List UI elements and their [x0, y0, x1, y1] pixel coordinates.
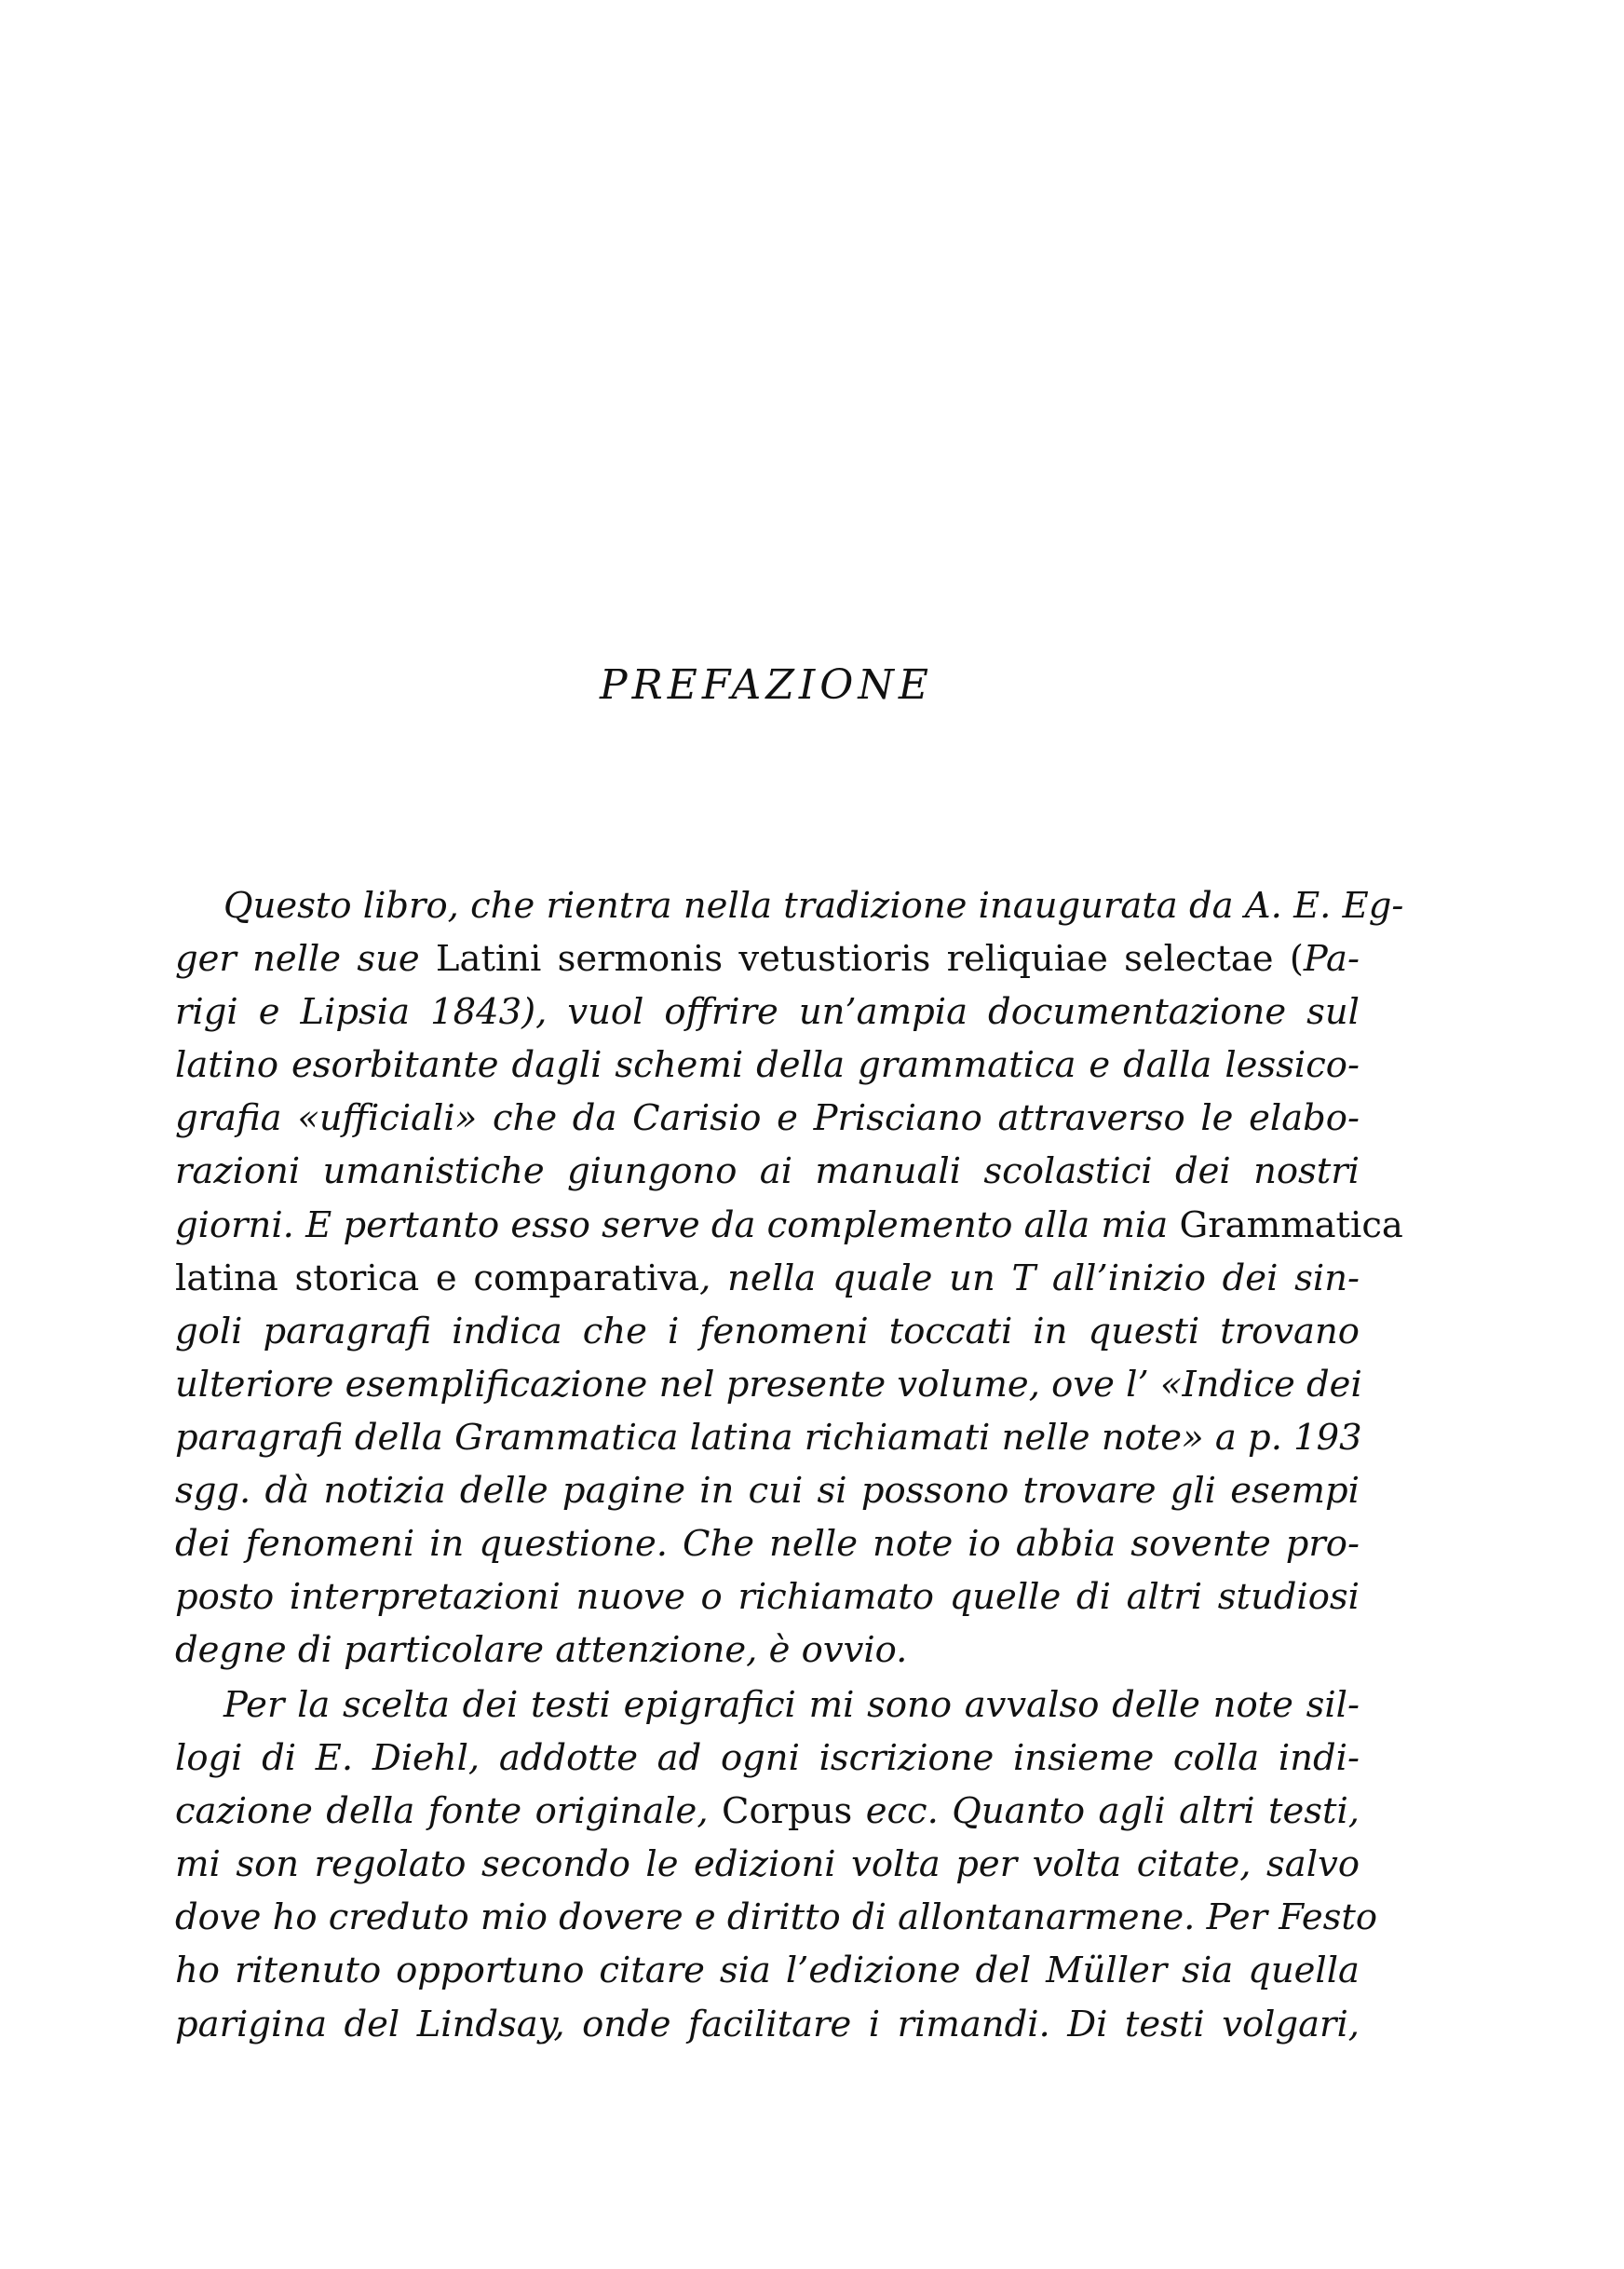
text-line: posto interpretazioni nuove o richiamato quelle di altri studiosi	[175, 1576, 1360, 1619]
paragraph-1	[175, 879, 1404, 1677]
text-line: Questo libro, che rientra nella tradizione inaugurata da A. E. Eg-	[223, 885, 1404, 927]
text-line: razioni umanistiche giungono ai manuali scolastici dei nostri	[175, 1150, 1360, 1193]
text-line: latino esorbitante dagli schemi della grammatica e dalla lessico-	[175, 1044, 1360, 1087]
text-line: rigi e Lipsia 1843), vuol offrire un’ampia documentazione sul	[175, 991, 1360, 1034]
book-title-grammatica: Grammatica	[1179, 1203, 1403, 1246]
text-line: giorni. E pertanto esso serve da complemento alla mia Grammatica	[175, 1203, 1403, 1246]
text-line: cazione della fonte originale, Corpus ecc. Quanto agli altri testi,	[175, 1790, 1360, 1833]
text-line: logi di E. Diehl, addotte ad ogni iscrizione insieme colla indi-	[175, 1737, 1360, 1780]
text-line: parigina del Lindsay, onde facilitare i rimandi. Di testi volgari,	[175, 2003, 1360, 2045]
paragraph-2	[175, 1678, 1378, 2051]
text-line: dove ho creduto mio dovere e diritto di allontanarmene. Per Festo	[175, 1896, 1378, 1939]
text-line: ho ritenuto opportuno citare sia l’edizione del Müller sia quella	[175, 1950, 1360, 1992]
text-line: ulteriore esemplificazione nel presente volume, ove l’ «Indice dei	[175, 1363, 1362, 1406]
page-title: PREFAZIONE	[600, 661, 933, 709]
text-line: paragrafi della Grammatica latina richiamati nelle note» a p. 193	[175, 1416, 1362, 1459]
book-title-corpus: Corpus	[722, 1790, 853, 1833]
text-line: sgg. dà notizia delle pagine in cui si possono trovare gli esempi	[175, 1470, 1360, 1513]
text-line: latina storica e comparativa, nella quale un T all’inizio dei sin-	[175, 1257, 1360, 1299]
text-line: mi son regolato secondo le edizioni volta per volta citate, salvo	[175, 1843, 1360, 1886]
text-line: goli paragrafi indica che i fenomeni toccati in questi trovano	[175, 1310, 1360, 1352]
book-title-latini-sermonis: Latini sermonis vetustioris reliquiae selectae	[435, 938, 1274, 981]
text-line: degne di particolare attenzione, è ovvio.	[175, 1629, 908, 1672]
text-line: Per la scelta dei testi epigrafici mi sono avvalso delle note sil-	[223, 1684, 1360, 1726]
book-title-continuation: latina storica e comparativa	[175, 1257, 700, 1299]
text-line: grafia «ufficiali» che da Carisio e Prisciano attraverso le elabo-	[175, 1097, 1360, 1140]
text-line: ger nelle sue Latini sermonis vetustioris reliquiae selectae (Pa-	[175, 938, 1360, 981]
text-line: dei fenomeni in questione. Che nelle note io abbia sovente pro-	[175, 1523, 1360, 1566]
